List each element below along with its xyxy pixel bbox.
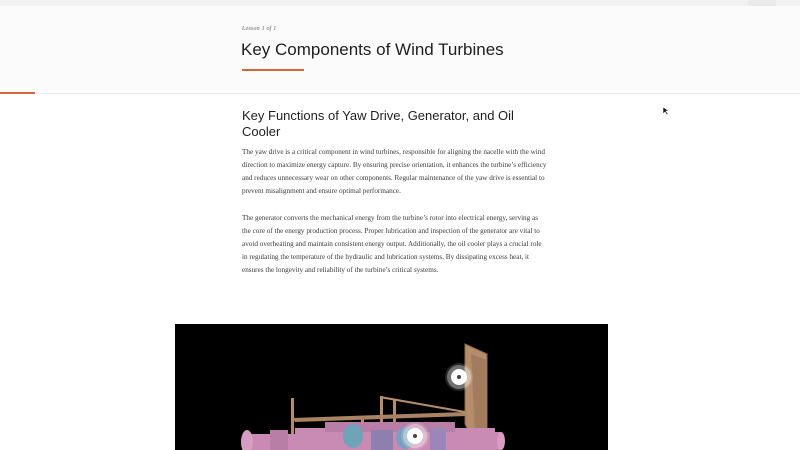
wind-turbine-3d-viewer[interactable] <box>175 324 608 450</box>
title-underline <box>242 69 304 71</box>
lesson-content <box>242 108 547 291</box>
section-heading: Key Functions of Yaw Drive, Generator, and Oil Cooler <box>242 108 514 139</box>
lesson-progress-bar <box>0 93 800 94</box>
lesson-header <box>0 6 800 94</box>
page-title: Key Components of Wind Turbines <box>241 40 504 59</box>
paragraph-generator: The generator converts the mechanical energy from the turbine’s rotor into electrical energy, serving as the core of the energy production process. Proper lubrication and inspection of the generator are vital to avoid overheating and maintain consistent energy output. Additionally, the oil cooler plays a crucial role in regulating the temperature of the hydraulic and lubrication systems. By dissipating excess heat, it ensures the longevity and reliability of the turbine’s critical systems. <box>242 214 542 274</box>
lesson-counter: Lesson 1 of 1 <box>242 26 277 32</box>
lesson-progress-fill <box>0 92 35 94</box>
hotspot-lower[interactable] <box>407 428 423 444</box>
mouse-pointer-icon <box>662 106 670 116</box>
hotspot-dot-icon <box>457 375 461 379</box>
hotspot-upper[interactable] <box>451 369 467 385</box>
nacelle-model-illustration <box>175 324 608 450</box>
hotspot-dot-icon <box>413 434 417 438</box>
paragraph-yaw-drive: The yaw drive is a critical component in wind turbines, responsible for aligning the nacelle with the wind direction to maximize energy capture. By ensuring precise orientation, it enhances the turbine’s efficiency and reduces unnecessary wear on other components. Regular maintenance of the yaw drive is essential to prevent misalignment and ensure optimal performance. <box>242 148 547 195</box>
